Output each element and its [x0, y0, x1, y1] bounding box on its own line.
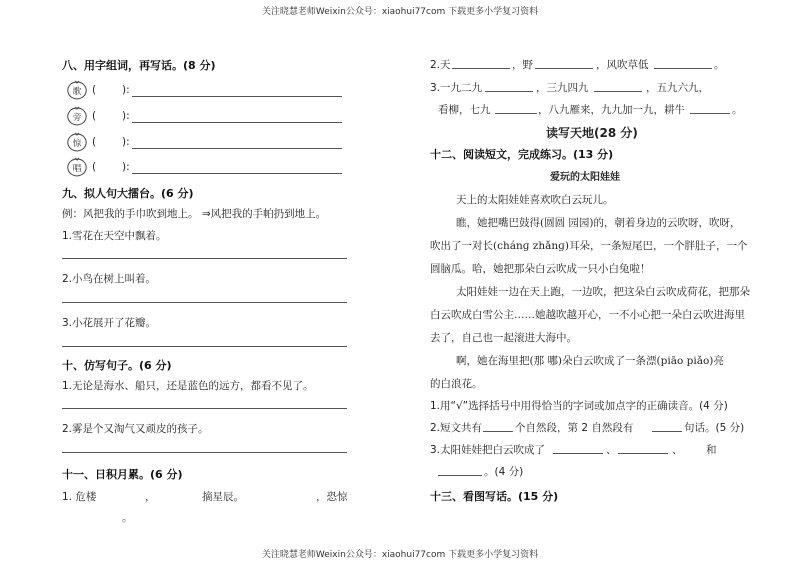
passage-p2-line1: 瞧，她把嘴巴鼓得(圆圆 园园)的，朝着身边的云吹呀，吹呀， [456, 217, 741, 229]
r2-blank-1[interactable] [452, 68, 510, 69]
page-header: 关注晓慧老师Weixin公众号：xiaohui77com 下载更多小学复习资料 [261, 7, 539, 17]
s8-char-2: 旁 [72, 113, 82, 123]
r4-part-b: ，八九雁来，九九加一九，耕牛 [538, 104, 685, 116]
section-11-title: 十一、日积月累。(6 分) [62, 468, 183, 481]
r4-blank-2[interactable] [690, 113, 730, 114]
r2-blank-2[interactable] [535, 68, 593, 69]
s9-answer-line-1[interactable] [62, 258, 347, 259]
section-13-title: 十三、看图写话。(15 分) [430, 490, 559, 503]
passage-p2-line2: 吹出了一对长(chánɡ zhǎnɡ)耳朵，一条短尾巴，一个胖肚子，一个 [430, 240, 748, 252]
s12-q2-blank-2[interactable] [652, 431, 682, 432]
s11-q1-part-e: 。 [122, 512, 133, 524]
s9-answer-line-3[interactable] [62, 346, 347, 347]
r2-blank-3[interactable] [654, 68, 712, 69]
s11-q1-part-b: ， [145, 491, 156, 503]
r2-part-c: ，风吹草低 [596, 59, 649, 71]
s8-answer-line-3[interactable] [132, 148, 342, 149]
r3-blank-2[interactable] [594, 91, 642, 92]
section-9-title: 九、拟人句大擂台。(6 分) [62, 187, 194, 200]
s12-q3-part-d: 和 [706, 444, 717, 456]
s8-char-4: 唱 [72, 164, 82, 174]
section-8-title: 八、用字组词，再写话。(8 分) [62, 59, 216, 72]
s12-q3-blank-3[interactable] [438, 475, 482, 476]
passage-p2-line3: 圆脑瓜。哈，她把那朵白云吹成一只小白兔啦！ [430, 263, 651, 275]
part-title: 读写天地(28 分) [546, 126, 638, 140]
r3-part-a: 3.一九二九 [430, 82, 483, 94]
s9-example: 例：风把我的手巾吹到地上。 ⇒风把我的手帕扔到地上。 [62, 208, 327, 220]
r2-part-b: ，野 [512, 59, 533, 71]
peach-icon [66, 132, 88, 150]
s12-q3-part-a: 3.太阳娃娃把白云吹成了 [430, 444, 546, 456]
s12-q3-part-e: 。(4 分) [484, 466, 524, 478]
r2-part-a: 2.天 [430, 59, 451, 71]
s12-q3-blank-1[interactable] [553, 453, 603, 454]
s8-answer-line-4[interactable] [132, 173, 342, 174]
section-10-title: 十、仿写句子。(6 分) [62, 359, 172, 372]
peach-icon [66, 106, 88, 124]
page-footer: 关注晓慧老师Weixin公众号：xiaohui77com 下载更多小学复习资料 [261, 550, 539, 560]
s8-answer-line-2[interactable] [132, 122, 342, 123]
s12-q2-part-b: 个自然段，第 2 自然段有 [515, 422, 634, 434]
section-12-title: 十二、阅读短文，完成练习。(13 分) [430, 148, 614, 161]
s8-answer-line-1[interactable] [132, 96, 342, 97]
s8-char-3: 惊 [72, 139, 82, 149]
passage-p1: 天上的太阳娃娃喜欢吹白云玩儿。 [456, 194, 614, 206]
peach-icon [66, 157, 88, 175]
s12-q3-part-c: 、 [672, 444, 683, 456]
s10-question-1: 1.无论是海水、船只，还是蓝色的远方，都看不见了。 [62, 380, 314, 392]
passage-p4-line2: 的白浪花。 [430, 378, 483, 390]
s12-q3-blank-2[interactable] [618, 453, 668, 454]
s11-q1-part-a: 1. 危楼 [62, 491, 97, 503]
s10-answer-line-2[interactable] [62, 452, 347, 453]
s12-q2-part-c: 句话。(5 分) [684, 422, 745, 434]
r3-blank-1[interactable] [485, 91, 533, 92]
s9-question-2: 2.小鸟在树上叫着。 [62, 273, 157, 285]
s8-char-1: 歌 [72, 87, 82, 97]
r4-part-a: 看柳，七九 [438, 104, 491, 116]
peach-icon [66, 80, 88, 98]
s12-q2-blank-1[interactable] [483, 431, 513, 432]
s11-q1-part-c: 摘星辰。 [202, 491, 244, 503]
s12-q2-part-a: 2.短文共有 [430, 422, 483, 434]
s10-answer-line-1[interactable] [62, 408, 347, 409]
s9-question-1: 1.雪花在天空中飘着。 [62, 230, 167, 242]
s9-answer-line-2[interactable] [62, 302, 347, 303]
s12-q3-part-b: 、 [606, 444, 617, 456]
s9-question-3: 3.小花展开了花瓣。 [62, 317, 157, 329]
passage-p4-line1: 啊，她在海里把(那 哪)朵白云吹成了一条漂(piāo piǎo)亮 [456, 355, 724, 367]
passage-title: 爱玩的太阳娃娃 [550, 172, 620, 183]
passage-p3-line2: 白云吹成白雪公主……她越吹越开心，一不小心把一朵白云吹进海里 [430, 309, 745, 321]
r4-part-c: 。 [732, 104, 743, 116]
passage-p3-line3: 去了，自己也一起滚进大海中。 [430, 332, 577, 344]
r2-part-d: 。 [714, 59, 725, 71]
r3-part-b: ，三九四九 [536, 82, 589, 94]
passage-p3-line1: 太阳娃娃一边在天上跑，一边吹，把这朵白云吹成荷花，把那朵 [456, 286, 750, 298]
s12-question-1: 1.用“√”选择括号中用得恰当的字词或加点字的正确读音。(4 分) [430, 400, 728, 412]
r3-part-c: ，五九六九， [646, 82, 709, 94]
s10-question-2: 2.雾是个又淘气又顽皮的孩子。 [62, 423, 209, 435]
s11-q1-part-d: ，恐惊 [316, 491, 348, 503]
r4-blank-1[interactable] [495, 113, 537, 114]
